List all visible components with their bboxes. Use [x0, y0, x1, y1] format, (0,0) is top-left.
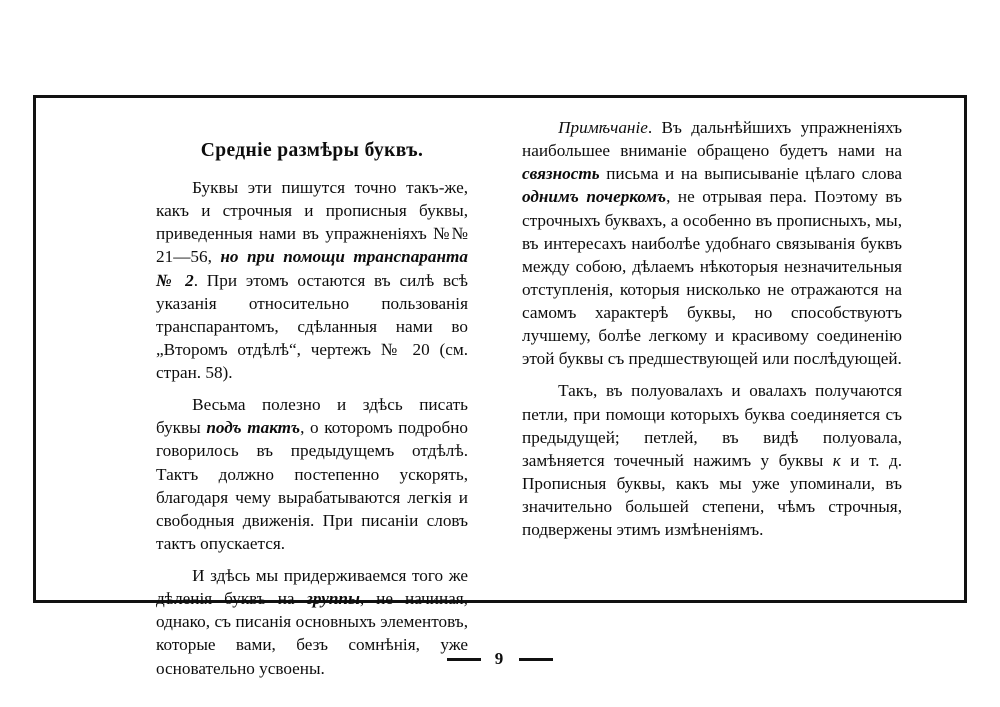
run-letter-example: к [832, 450, 841, 470]
run-text: . Въ дальнѣйшихъ упражненiяхъ наибольшее вниманiе обращено будетъ нами на [522, 118, 902, 161]
run-text: Весьма полезно и здѣсь писать буквы [156, 395, 468, 438]
run-text: Буквы эти пишутся точно такъ-же, какъ и строчныя и прописныя буквы, приведенныя нами въ упражненiяхъ №№ 21—56, [156, 178, 468, 267]
section-heading: Среднiе размѣры буквъ. [200, 140, 424, 161]
run-note-label: Примѣчанiе [558, 118, 648, 137]
run-text: и т. д. Прописныя буквы, какъ мы уже упоминали, въ значительно большей степени, чѣмъ строчныя, подвержены этимъ измѣненiямъ. [522, 450, 902, 540]
paragraph-1 [156, 176, 468, 384]
run-text: И здѣсь мы придерживаемся того же дѣленiя буквъ на [156, 566, 468, 609]
rule-left-icon [447, 658, 481, 661]
frame-content [36, 98, 964, 678]
run-emphasis: группы [306, 589, 360, 609]
run-text: письма и на выписыванiе цѣлаго слова [599, 164, 902, 184]
run-text: , не начиная, однако, съ писанiя основныхъ элементовъ, которые вами, безъ сомнѣнiя, уже основательно усвоены. [156, 589, 468, 678]
left-column [58, 116, 500, 678]
run-text: Такъ, въ полуовалахъ и овалахъ получаются петли, при помощи которыхъ буква соединяется съ предыдущей; петлей, въ видѣ полуовала, замѣняется точечный нажимъ у буквы [522, 381, 902, 470]
right-column [500, 116, 942, 588]
paragraph-5 [522, 379, 902, 541]
run-emphasis: связность [522, 164, 600, 184]
text-frame-border [33, 95, 967, 678]
page-number: 9 [494, 649, 506, 669]
run-emphasis: но при помощи транспаранта № 2 [156, 247, 468, 290]
run-text: . При этомъ остаются въ силѣ всѣ указанiя относительно пользованiя транспарантомъ, сдѣланныя нами во „Второмъ отдѣлѣ“, чертежъ № 20 (см. стран. 58). [156, 270, 468, 382]
rule-right-icon [519, 658, 553, 661]
run-text: , не отрывая пера. Поэтому въ строчныхъ буквахъ, а особенно въ прописныхъ, мы, въ интересахъ наиболѣе удобнаго связыванiя буквъ между собою, дѣлаемъ нѣкоторыя незначительныя отступленiя, которыя нисколько не отражаются на самомъ характерѣ буквы, но способствуютъ лучшему, болѣе легкому и красивому соединенiю этой буквы съ предшествующей или послѣдующей. [522, 187, 903, 369]
run-emphasis: подъ тактъ [206, 418, 301, 438]
run-emphasis: однимъ почеркомъ [522, 187, 667, 207]
run-text: , о которомъ подробно говорилось въ предыдущемъ отдѣлѣ. Тактъ должно постепенно ускорять, благодаря чему вырабатываются легкiя и свободныя движенiя. При писанiи словъ тактъ опускается. [156, 418, 468, 553]
paragraph-note [522, 116, 902, 370]
paragraph-2 [156, 393, 468, 555]
page-footer [0, 648, 1000, 669]
